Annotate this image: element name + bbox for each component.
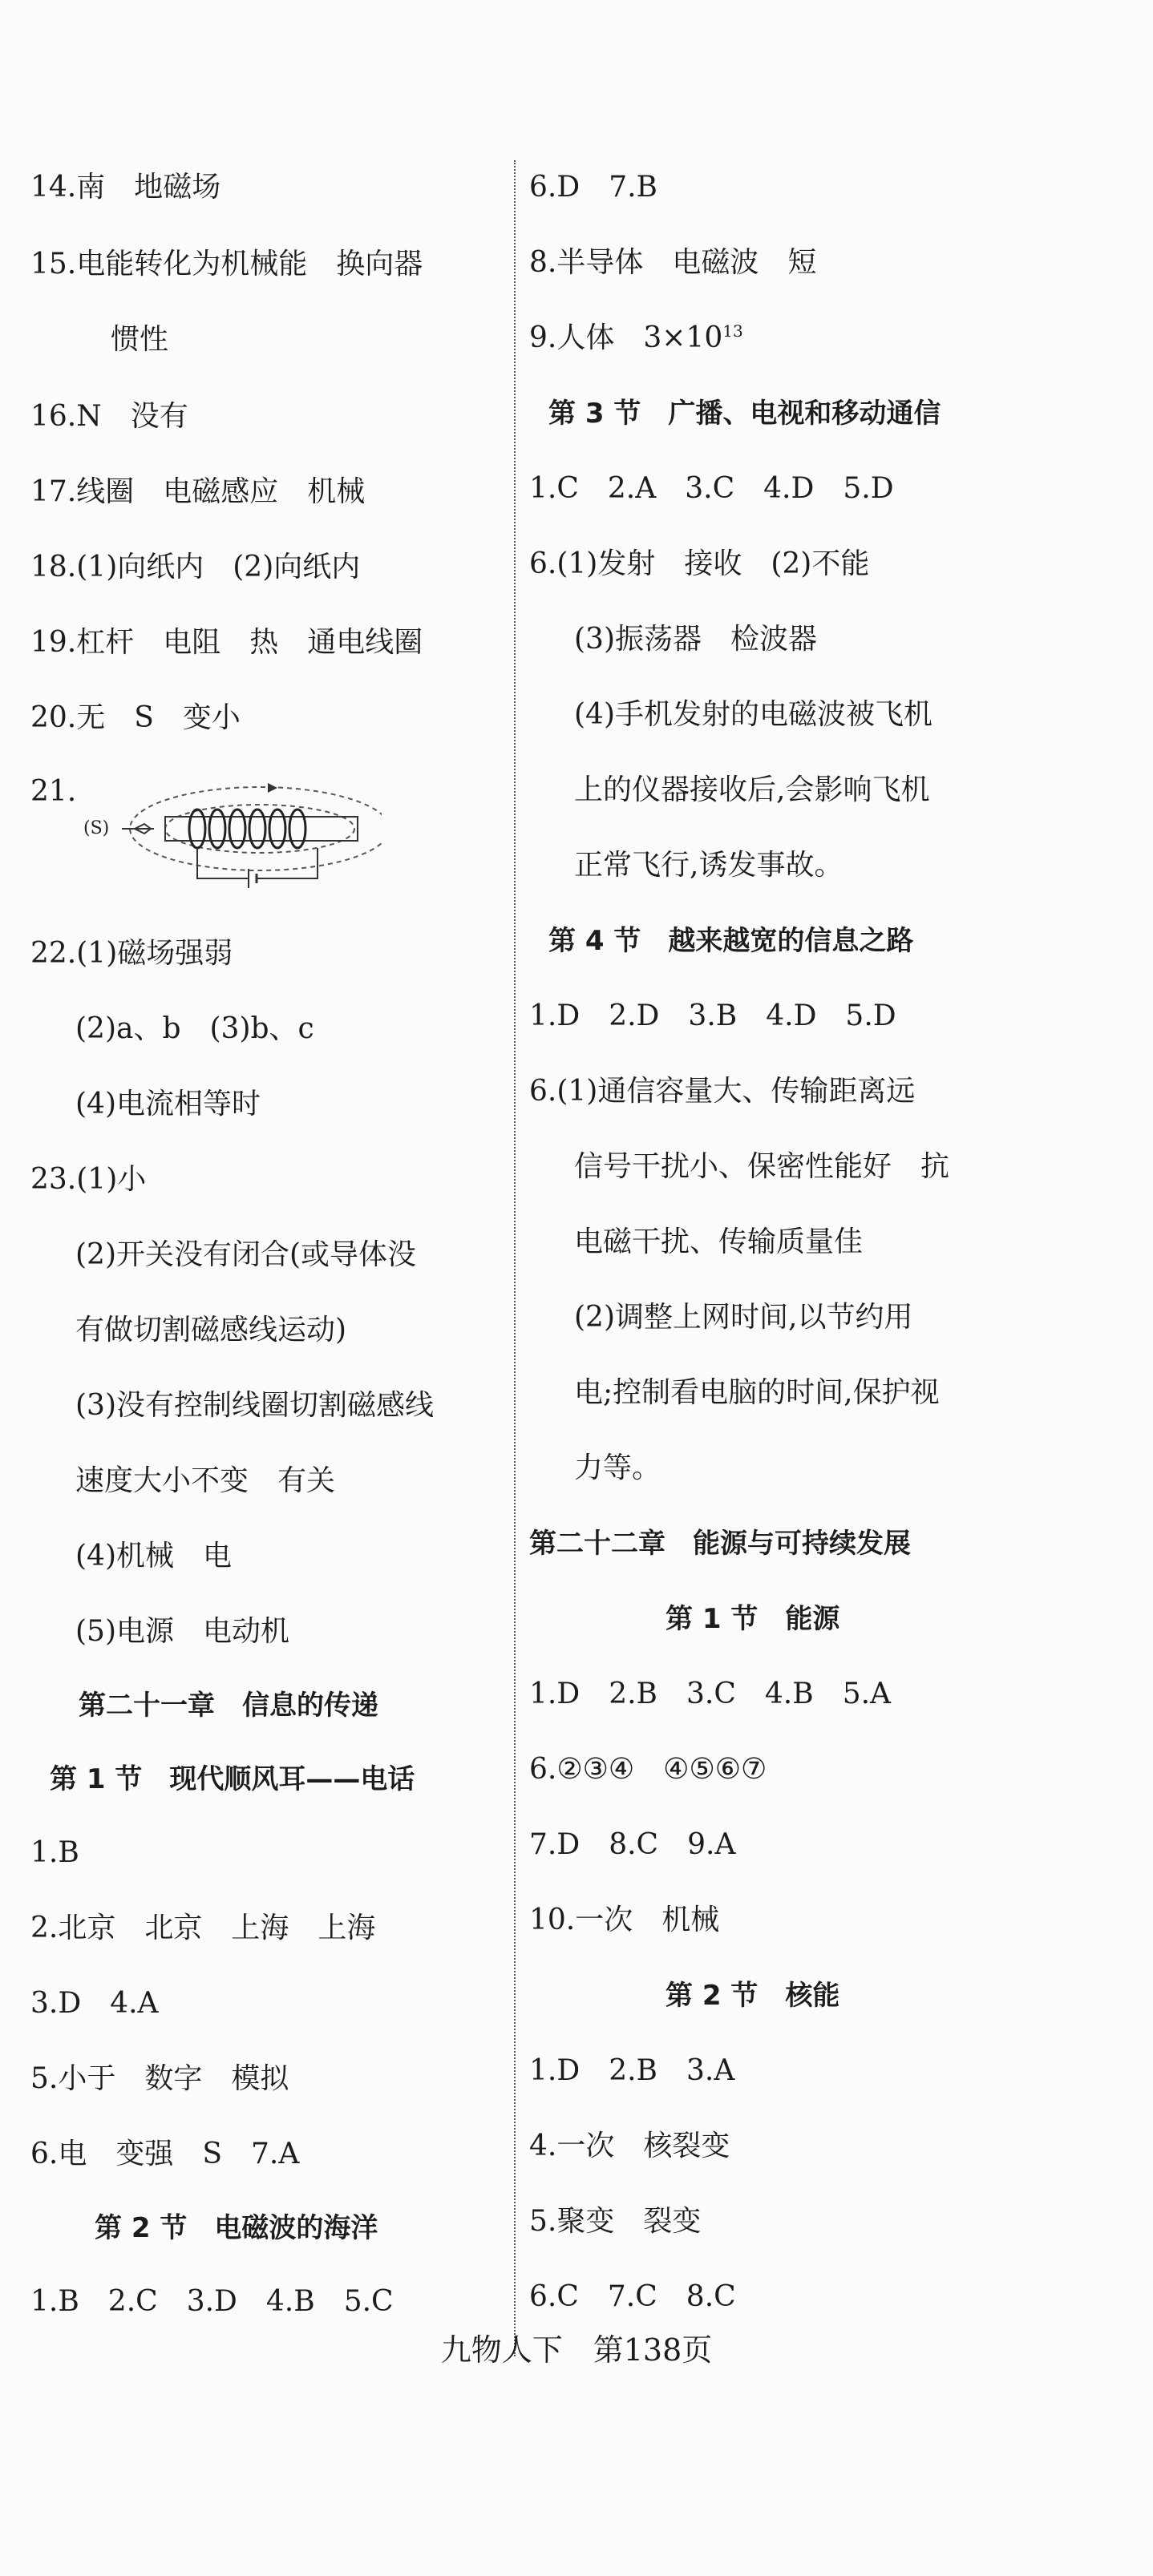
answer-r8: 8.半导体 电磁波 短 <box>529 246 817 279</box>
answer-c6-4-end: 正常飞行,诱发事故。 <box>574 849 844 882</box>
answer-f5: 5.聚变 裂变 <box>529 2205 702 2238</box>
answer-q16: 16.N 没有 <box>30 400 188 433</box>
answer-q19: 19.杠杆 电阻 热 通电线圈 <box>30 626 423 659</box>
answer-c6-3: (3)振荡器 检波器 <box>574 623 817 656</box>
page-footer: 九物人下 第138页 <box>440 2332 713 2368</box>
answer-a2: 2.北京 北京 上海 上海 <box>30 1912 376 1944</box>
answer-q22-2: (2)a、b (3)b、c <box>75 1012 314 1045</box>
answer-c1: 1.C 2.A 3.C 4.D 5.D <box>529 472 894 505</box>
answer-r6: 6.D 7.B <box>529 171 658 204</box>
answer-c6: 6.(1)发射 接收 (2)不能 <box>529 547 870 580</box>
section-4-heading: 第 4 节 越来越宽的信息之路 <box>548 925 914 957</box>
answer-d6-2-end: 力等。 <box>574 1452 661 1484</box>
answer-e10: 10.一次 机械 <box>529 1904 720 1936</box>
answer-e7: 7.D 8.C 9.A <box>529 1828 736 1861</box>
answer-d6-2-cont: 电;控制看电脑的时间,保护视 <box>574 1376 940 1409</box>
answer-c6-4: (4)手机发射的电磁波被飞机 <box>574 698 933 731</box>
answer-f1: 1.D 2.B 3.A <box>529 2054 735 2087</box>
answer-q23-2-cont: 有做切割磁感线运动) <box>75 1314 347 1347</box>
answer-q20: 20.无 S 变小 <box>30 701 241 734</box>
answer-e1: 1.D 2.B 3.C 4.B 5.A <box>529 1678 892 1710</box>
section-nuclear-heading: 第 2 节 核能 <box>666 1980 840 2012</box>
answer-a5: 5.小于 数字 模拟 <box>30 2062 289 2095</box>
answer-e6: 6.②③④ ④⑤⑥⑦ <box>529 1753 767 1786</box>
chapter-21-heading: 第二十一章 信息的传递 <box>79 1690 378 1722</box>
answer-q21: 21. <box>30 775 77 808</box>
answer-a1: 1.B <box>30 1836 79 1869</box>
diagram-label: (S) <box>83 818 110 838</box>
answer-q22-3: (4)电流相等时 <box>75 1088 261 1120</box>
section-2-heading: 第 2 节 电磁波的海洋 <box>95 2212 378 2244</box>
answer-q23-3: (3)没有控制线圈切割磁感线 <box>75 1389 434 1422</box>
answer-q23-4: (4)机械 电 <box>75 1540 232 1573</box>
answer-q22: 22.(1)磁场强弱 <box>30 937 233 970</box>
section-3-heading: 第 3 节 广播、电视和移动通信 <box>548 398 941 430</box>
answer-q18: 18.(1)向纸内 (2)向纸内 <box>30 551 361 583</box>
answer-q23: 23.(1)小 <box>30 1163 147 1196</box>
answer-q23-5: (5)电源 电动机 <box>75 1615 289 1648</box>
answer-d6-2: (2)调整上网时间,以节约用 <box>574 1301 913 1334</box>
answer-q23-2: (2)开关没有闭合(或导体没 <box>75 1238 417 1271</box>
column-divider <box>514 160 516 2356</box>
answer-r9: 9.人体 $3\times 10^{13}$ <box>529 321 743 354</box>
section-1-heading: 第 1 节 现代顺风耳——电话 <box>50 1763 415 1795</box>
answer-d1: 1.D 2.D 3.B 4.D 5.D <box>529 999 896 1032</box>
answer-q15-cont: 惯性 <box>111 323 169 356</box>
answer-q17: 17.线圈 电磁感应 机械 <box>30 475 366 508</box>
chapter-22-heading: 第二十二章 能源与可持续发展 <box>529 1528 911 1560</box>
answer-f6: 6.C 7.C 8.C <box>529 2280 736 2313</box>
answer-q14: 14.南 地磁场 <box>30 171 221 204</box>
answer-q15: 15.电能转化为机械能 换向器 <box>30 248 423 281</box>
answer-a6: 6.电 变强 S 7.A <box>30 2138 300 2170</box>
answer-d6: 6.(1)通信容量大、传输距离远 <box>529 1075 916 1108</box>
answer-c6-4-cont: 上的仪器接收后,会影响飞机 <box>574 773 930 806</box>
answer-f4: 4.一次 核裂变 <box>529 2130 730 2162</box>
solenoid-diagram <box>77 773 382 893</box>
answer-d6-cont: 信号干扰小、保密性能好 抗 <box>574 1150 950 1183</box>
section-energy-heading: 第 1 节 能源 <box>666 1603 840 1635</box>
answer-q23-3-cont: 速度大小不变 有关 <box>75 1464 336 1497</box>
answer-d6-cont2: 电磁干扰、传输质量佳 <box>574 1225 864 1258</box>
answer-b1: 1.B 2.C 3.D 4.B 5.C <box>30 2285 394 2318</box>
answer-a3: 3.D 4.A <box>30 1987 159 2020</box>
